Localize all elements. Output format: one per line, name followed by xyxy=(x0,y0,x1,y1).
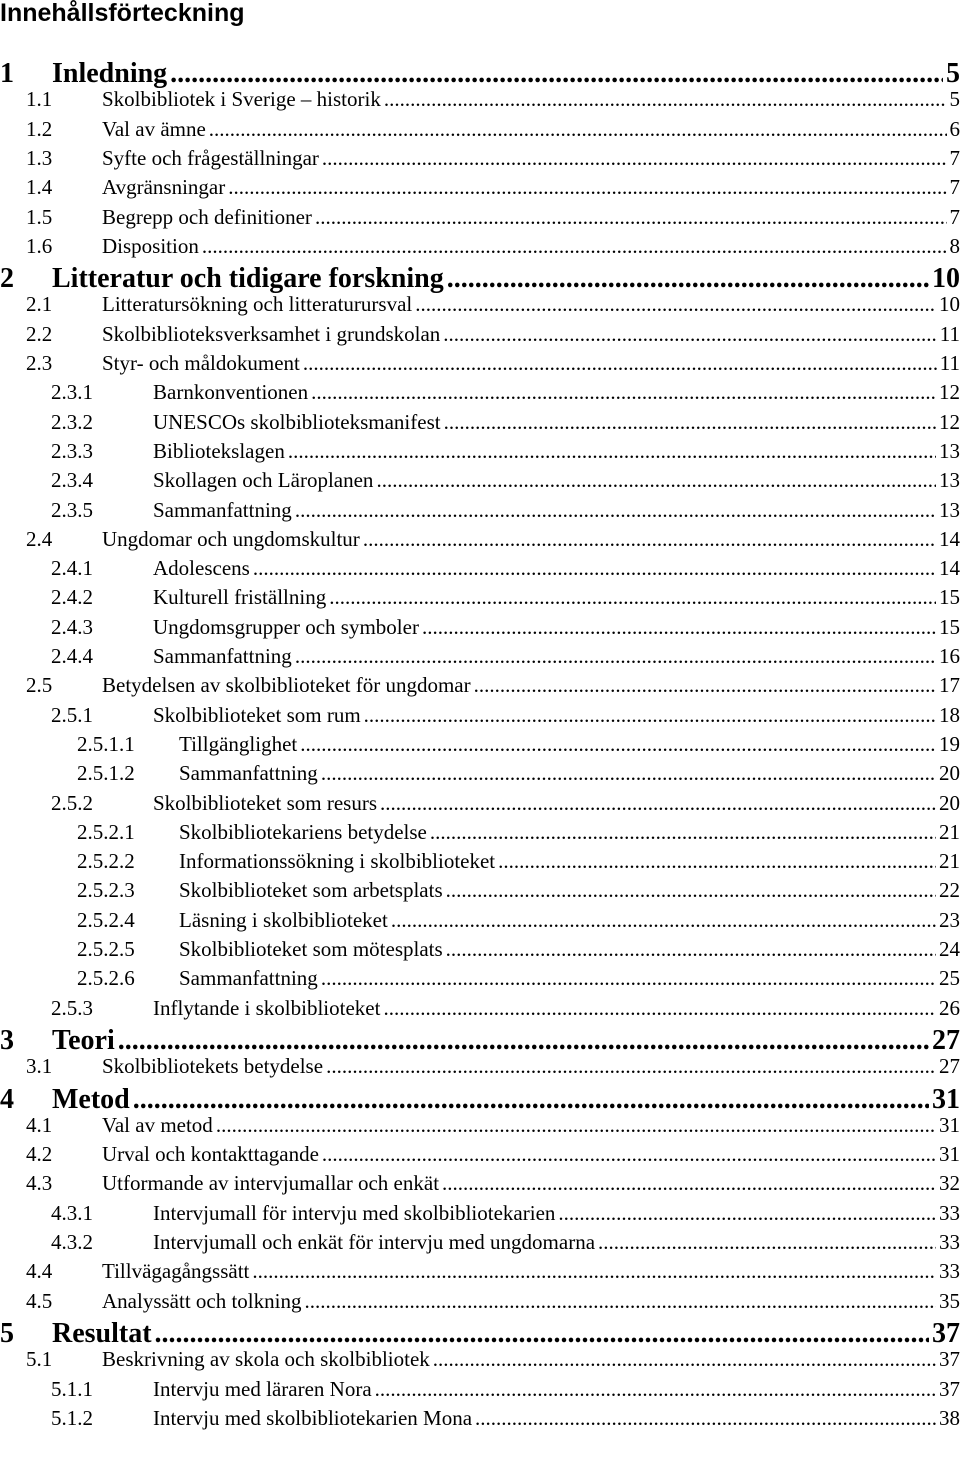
dot-leader xyxy=(322,146,947,171)
toc-entry-title: Val av ämne xyxy=(102,117,206,141)
dot-leader xyxy=(375,1377,936,1402)
toc-entry-number: 2.5.2.1 xyxy=(77,820,135,844)
toc-entry[interactable] xyxy=(77,761,960,790)
dot-leader xyxy=(288,439,936,464)
toc-entry-page: 15 xyxy=(939,585,960,609)
toc-entry-page: 32 xyxy=(939,1171,960,1195)
toc-entry-title: Litteratur och tidigare forskning xyxy=(52,263,444,294)
toc-entry-page: 5 xyxy=(946,58,960,89)
dot-leader xyxy=(315,205,947,230)
toc-entry-title: Avgränsningar xyxy=(102,175,226,199)
toc-entry-title: Val av metod xyxy=(102,1113,213,1137)
dot-leader xyxy=(209,117,947,142)
toc-entry[interactable] xyxy=(26,1142,960,1171)
toc-entry-page: 35 xyxy=(939,1289,960,1313)
toc-entry-page: 33 xyxy=(939,1201,960,1225)
toc-entry-title: Beskrivning av skola och skolbibliotek xyxy=(102,1347,430,1371)
toc-entry-title: Skolbiblioteksverksamhet i grundskolan xyxy=(102,322,441,346)
toc-entry-page: 27 xyxy=(939,1054,960,1078)
toc-entry[interactable] xyxy=(26,351,960,380)
toc-entry-title: Intervju med läraren Nora xyxy=(153,1377,372,1401)
toc-entry-title: Intervjumall och enkät för intervju med ungdomarna xyxy=(153,1230,596,1254)
toc-entry[interactable] xyxy=(51,1406,960,1435)
toc-entry-number: 2.5.3 xyxy=(51,996,93,1020)
toc-entry[interactable] xyxy=(51,791,960,820)
toc-entry[interactable] xyxy=(0,263,960,292)
toc-entry-number: 5.1 xyxy=(26,1347,53,1371)
toc-entry-page: 22 xyxy=(939,878,960,902)
toc-entry-title: Skolbibliotekariens betydelse xyxy=(179,820,427,844)
toc-entry[interactable] xyxy=(51,498,960,527)
toc-entry[interactable] xyxy=(77,908,960,937)
toc-entry-page: 31 xyxy=(932,1084,960,1115)
page-title: Innehållsförteckning xyxy=(0,0,245,27)
toc-entry-number: 2.5.1 xyxy=(51,703,93,727)
dot-leader xyxy=(311,380,936,405)
toc-entry[interactable] xyxy=(51,468,960,497)
toc-entry[interactable] xyxy=(26,1113,960,1142)
toc-entry-number: 3.1 xyxy=(26,1054,53,1078)
toc-entry[interactable] xyxy=(51,410,960,439)
toc-entry[interactable] xyxy=(51,1230,960,1259)
dot-leader xyxy=(391,908,936,933)
toc-entry-number: 2.3.2 xyxy=(51,410,93,434)
toc-entry-number: 2.5.2.4 xyxy=(77,908,135,932)
toc-entry-title: Metod xyxy=(52,1084,130,1115)
dot-leader xyxy=(329,585,936,610)
toc-entry[interactable] xyxy=(51,556,960,585)
dot-leader xyxy=(118,1025,929,1057)
toc-entry-number: 2.5.2.2 xyxy=(77,849,135,873)
dot-leader xyxy=(475,1406,936,1431)
toc-entry-number: 2.4.3 xyxy=(51,615,93,639)
dot-leader xyxy=(321,761,936,786)
dot-leader xyxy=(170,58,943,90)
toc-entry-title: Analyssätt och tolkning xyxy=(102,1289,302,1313)
dot-leader xyxy=(598,1230,936,1255)
toc-entry[interactable] xyxy=(26,292,960,321)
toc-entry-page: 17 xyxy=(939,673,960,697)
toc-entry-number: 4.5 xyxy=(26,1289,53,1313)
toc-entry-page: 21 xyxy=(939,820,960,844)
toc-entry-page: 7 xyxy=(949,146,960,170)
toc-entry[interactable] xyxy=(77,849,960,878)
toc-entry-number: 1.4 xyxy=(26,175,53,199)
toc-entry-number: 2.5.2.6 xyxy=(77,966,135,990)
toc-entry-page: 14 xyxy=(939,556,960,580)
toc-entry-number: 2.3.4 xyxy=(51,468,93,492)
dot-leader xyxy=(252,1259,936,1284)
toc-entry-page: 38 xyxy=(939,1406,960,1430)
toc-entry[interactable] xyxy=(26,322,960,351)
toc-entry[interactable] xyxy=(26,1054,960,1083)
toc-entry-page: 33 xyxy=(939,1259,960,1283)
toc-entry[interactable] xyxy=(51,615,960,644)
toc-entry-page: 21 xyxy=(939,849,960,873)
toc-entry[interactable] xyxy=(51,996,960,1025)
dot-leader xyxy=(474,673,936,698)
dot-leader xyxy=(380,791,936,816)
toc-entry-title: Betydelsen av skolbiblioteket för ungdomar xyxy=(102,673,471,697)
dot-leader xyxy=(430,820,936,845)
toc-entry[interactable] xyxy=(0,1084,960,1113)
toc-entry-page: 27 xyxy=(932,1025,960,1056)
dot-leader xyxy=(155,1318,929,1350)
dot-leader xyxy=(303,351,937,376)
toc-entry-number: 2.4.4 xyxy=(51,644,93,668)
dot-leader xyxy=(442,1171,936,1196)
toc-entry[interactable] xyxy=(26,87,960,116)
dot-leader xyxy=(253,556,936,581)
toc-entry-number: 2.5.1.2 xyxy=(77,761,135,785)
toc-entry-number: 1.5 xyxy=(26,205,53,229)
toc-entry-page: 19 xyxy=(939,732,960,756)
dot-leader xyxy=(202,234,947,259)
toc-entry-title: Kulturell friställning xyxy=(153,585,327,609)
dot-leader xyxy=(133,1084,929,1116)
toc-entry-page: 10 xyxy=(939,292,960,316)
toc-entry-title: UNESCOs skolbiblioteksmanifest xyxy=(153,410,441,434)
toc-entry[interactable] xyxy=(26,175,960,204)
toc-entry-page: 10 xyxy=(932,263,960,294)
toc-entry-title: Litteratursökning och litteraturursval xyxy=(102,292,413,316)
toc-entry-title: Läsning i skolbiblioteket xyxy=(179,908,388,932)
toc-entry-page: 15 xyxy=(939,615,960,639)
toc-entry-title: Skolbiblioteket som rum xyxy=(153,703,361,727)
toc-entry-page: 37 xyxy=(939,1377,960,1401)
toc-entry-title: Sammanfattning xyxy=(153,644,292,668)
toc-entry-number: 2.5.1.1 xyxy=(77,732,135,756)
toc-entry-page: 23 xyxy=(939,908,960,932)
toc-entry[interactable] xyxy=(51,585,960,614)
toc-entry[interactable] xyxy=(51,1201,960,1230)
toc-entry-number: 4 xyxy=(0,1084,14,1115)
toc-entry-page: 25 xyxy=(939,966,960,990)
toc-entry[interactable] xyxy=(26,1347,960,1376)
toc-entry-number: 2.3.5 xyxy=(51,498,93,522)
toc-entry-page: 26 xyxy=(939,996,960,1020)
toc-entry-title: Urval och kontakttagande xyxy=(102,1142,319,1166)
toc-entry[interactable] xyxy=(0,1025,960,1054)
toc-entry-number: 5.1.2 xyxy=(51,1406,93,1430)
toc-entry-title: Skolbiblioteket som arbetsplats xyxy=(179,878,443,902)
toc-entry-number: 2.5 xyxy=(26,673,53,697)
toc-entry[interactable] xyxy=(51,380,960,409)
toc-entry-page: 14 xyxy=(939,527,960,551)
toc-entry[interactable] xyxy=(26,1259,960,1288)
toc-entry[interactable] xyxy=(77,878,960,907)
dot-leader xyxy=(322,1142,936,1167)
toc-entry-page: 31 xyxy=(939,1142,960,1166)
toc-entry-page: 13 xyxy=(939,468,960,492)
toc-entry-title: Utformande av intervjumallar och enkät xyxy=(102,1171,440,1195)
toc-entry-page: 7 xyxy=(949,175,960,199)
dot-leader xyxy=(364,703,936,728)
toc-entry-number: 1.3 xyxy=(26,146,53,170)
toc-entry-page: 20 xyxy=(939,791,960,815)
dot-leader xyxy=(558,1201,936,1226)
toc-entry-title: Ungdomsgrupper och symboler xyxy=(153,615,419,639)
dot-leader xyxy=(446,878,936,903)
toc-entry-number: 2.5.2 xyxy=(51,791,93,815)
toc-entry[interactable] xyxy=(26,205,960,234)
toc-entry-title: Tillgänglighet xyxy=(179,732,298,756)
toc-entry-title: Teori xyxy=(52,1025,115,1056)
dot-leader xyxy=(447,263,929,295)
toc-entry-title: Skolbiblioteket som resurs xyxy=(153,791,377,815)
toc-entry-title: Inledning xyxy=(52,58,168,89)
dot-leader xyxy=(415,292,936,317)
toc-entry-page: 24 xyxy=(939,937,960,961)
toc-entry-number: 3 xyxy=(0,1025,14,1056)
toc-entry[interactable] xyxy=(51,644,960,673)
toc-entry-number: 5.1.1 xyxy=(51,1377,93,1401)
toc-entry-page: 6 xyxy=(949,117,960,141)
toc-entry-title: Styr- och måldokument xyxy=(102,351,300,375)
toc-entry-number: 4.1 xyxy=(26,1113,53,1137)
toc-entry-title: Ungdomar och ungdomskultur xyxy=(102,527,360,551)
toc-entry[interactable] xyxy=(51,703,960,732)
toc-entry[interactable] xyxy=(77,966,960,995)
toc-entry-title: Skolbibliotek i Sverige – historik xyxy=(102,87,381,111)
dot-leader xyxy=(321,966,936,991)
toc-entry-title: Bibliotekslagen xyxy=(153,439,285,463)
toc-entry[interactable] xyxy=(26,117,960,146)
toc-entry-number: 2.1 xyxy=(26,292,53,316)
toc-entry-title: Inflytande i skolbiblioteket xyxy=(153,996,381,1020)
toc-entry-number: 4.2 xyxy=(26,1142,53,1166)
toc-entry-title: Barnkonventionen xyxy=(153,380,309,404)
toc-entry[interactable] xyxy=(0,1318,960,1347)
toc-entry-page: 7 xyxy=(949,205,960,229)
toc-entry-title: Disposition xyxy=(102,234,199,258)
dot-leader xyxy=(228,175,946,200)
toc-entry-page: 37 xyxy=(932,1318,960,1349)
dot-leader xyxy=(300,732,936,757)
dot-leader xyxy=(216,1113,936,1138)
toc-entry-title: Skolbibliotekets betydelse xyxy=(102,1054,324,1078)
toc-entry[interactable] xyxy=(26,527,960,556)
toc-entry-number: 2.2 xyxy=(26,322,53,346)
toc-entry-page: 5 xyxy=(949,87,960,111)
toc-entry-page: 37 xyxy=(939,1347,960,1371)
toc-entry-number: 1.2 xyxy=(26,117,53,141)
toc-entry-number: 2.3.3 xyxy=(51,439,93,463)
dot-leader xyxy=(446,937,936,962)
toc-entry-page: 31 xyxy=(939,1113,960,1137)
dot-leader xyxy=(443,322,936,347)
dot-leader xyxy=(295,498,936,523)
toc-entry[interactable] xyxy=(26,146,960,175)
toc-entry-title: Intervjumall för intervju med skolbibliotekarien xyxy=(153,1201,556,1225)
toc-entry[interactable] xyxy=(51,439,960,468)
dot-leader xyxy=(363,527,936,552)
toc-entry-number: 4.4 xyxy=(26,1259,53,1283)
dot-leader xyxy=(433,1347,936,1372)
toc-entry-number: 1.6 xyxy=(26,234,53,258)
toc-entry[interactable] xyxy=(77,937,960,966)
toc-entry-page: 12 xyxy=(939,410,960,434)
toc-entry-title: Adolescens xyxy=(153,556,250,580)
toc-entry-page: 13 xyxy=(939,439,960,463)
dot-leader xyxy=(498,849,936,874)
dot-leader xyxy=(444,410,936,435)
toc-entry-title: Syfte och frågeställningar xyxy=(102,146,319,170)
toc-entry-title: Sammanfattning xyxy=(179,966,318,990)
toc-entry-title: Informationssökning i skolbiblioteket xyxy=(179,849,496,873)
toc-entry[interactable] xyxy=(26,673,960,702)
toc-entry-title: Tillvägagångssätt xyxy=(102,1259,250,1283)
toc-entry-page: 12 xyxy=(939,380,960,404)
toc-entry-page: 18 xyxy=(939,703,960,727)
toc-entry[interactable] xyxy=(26,1171,960,1200)
toc-entry-number: 4.3.2 xyxy=(51,1230,93,1254)
toc-entry-number: 2.4.2 xyxy=(51,585,93,609)
toc-entry-page: 33 xyxy=(939,1230,960,1254)
toc-entry[interactable] xyxy=(77,820,960,849)
toc-entry-page: 11 xyxy=(939,322,960,346)
toc-entry-title: Skolbiblioteket som mötesplats xyxy=(179,937,443,961)
toc-entry[interactable] xyxy=(26,234,960,263)
toc-entry-title: Begrepp och definitioner xyxy=(102,205,312,229)
toc-entry-title: Sammanfattning xyxy=(179,761,318,785)
dot-leader xyxy=(383,996,936,1021)
dot-leader xyxy=(384,87,947,112)
toc-entry-title: Skollagen och Läroplanen xyxy=(153,468,374,492)
toc-entry-number: 2.5.2.5 xyxy=(77,937,135,961)
toc-entry-number: 1 xyxy=(0,58,14,89)
toc-entry-title: Resultat xyxy=(52,1318,152,1349)
toc-entry-number: 4.3.1 xyxy=(51,1201,93,1225)
toc-entry-page: 13 xyxy=(939,498,960,522)
toc-entry-page: 11 xyxy=(939,351,960,375)
toc-entry-page: 8 xyxy=(949,234,960,258)
dot-leader xyxy=(422,615,936,640)
toc-entry-number: 2.4.1 xyxy=(51,556,93,580)
toc-entry-page: 16 xyxy=(939,644,960,668)
dot-leader xyxy=(326,1054,936,1079)
toc-entry[interactable] xyxy=(51,1377,960,1406)
toc-entry-number: 2.3 xyxy=(26,351,53,375)
dot-leader xyxy=(304,1289,936,1314)
toc-entry[interactable] xyxy=(0,58,960,87)
toc-entry-title: Intervju med skolbibliotekarien Mona xyxy=(153,1406,473,1430)
toc-entry-number: 2.4 xyxy=(26,527,53,551)
toc-entry-page: 20 xyxy=(939,761,960,785)
toc-entry[interactable] xyxy=(26,1289,960,1318)
dot-leader xyxy=(295,644,936,669)
toc-entry[interactable] xyxy=(77,732,960,761)
toc-entry-number: 1.1 xyxy=(26,87,53,111)
toc-entry-number: 5 xyxy=(0,1318,14,1349)
dot-leader xyxy=(376,468,936,493)
toc-entry-number: 4.3 xyxy=(26,1171,53,1195)
toc-entry-number: 2.5.2.3 xyxy=(77,878,135,902)
toc-entry-number: 2.3.1 xyxy=(51,380,93,404)
toc-entry-title: Sammanfattning xyxy=(153,498,292,522)
toc-entry-number: 2 xyxy=(0,263,14,294)
